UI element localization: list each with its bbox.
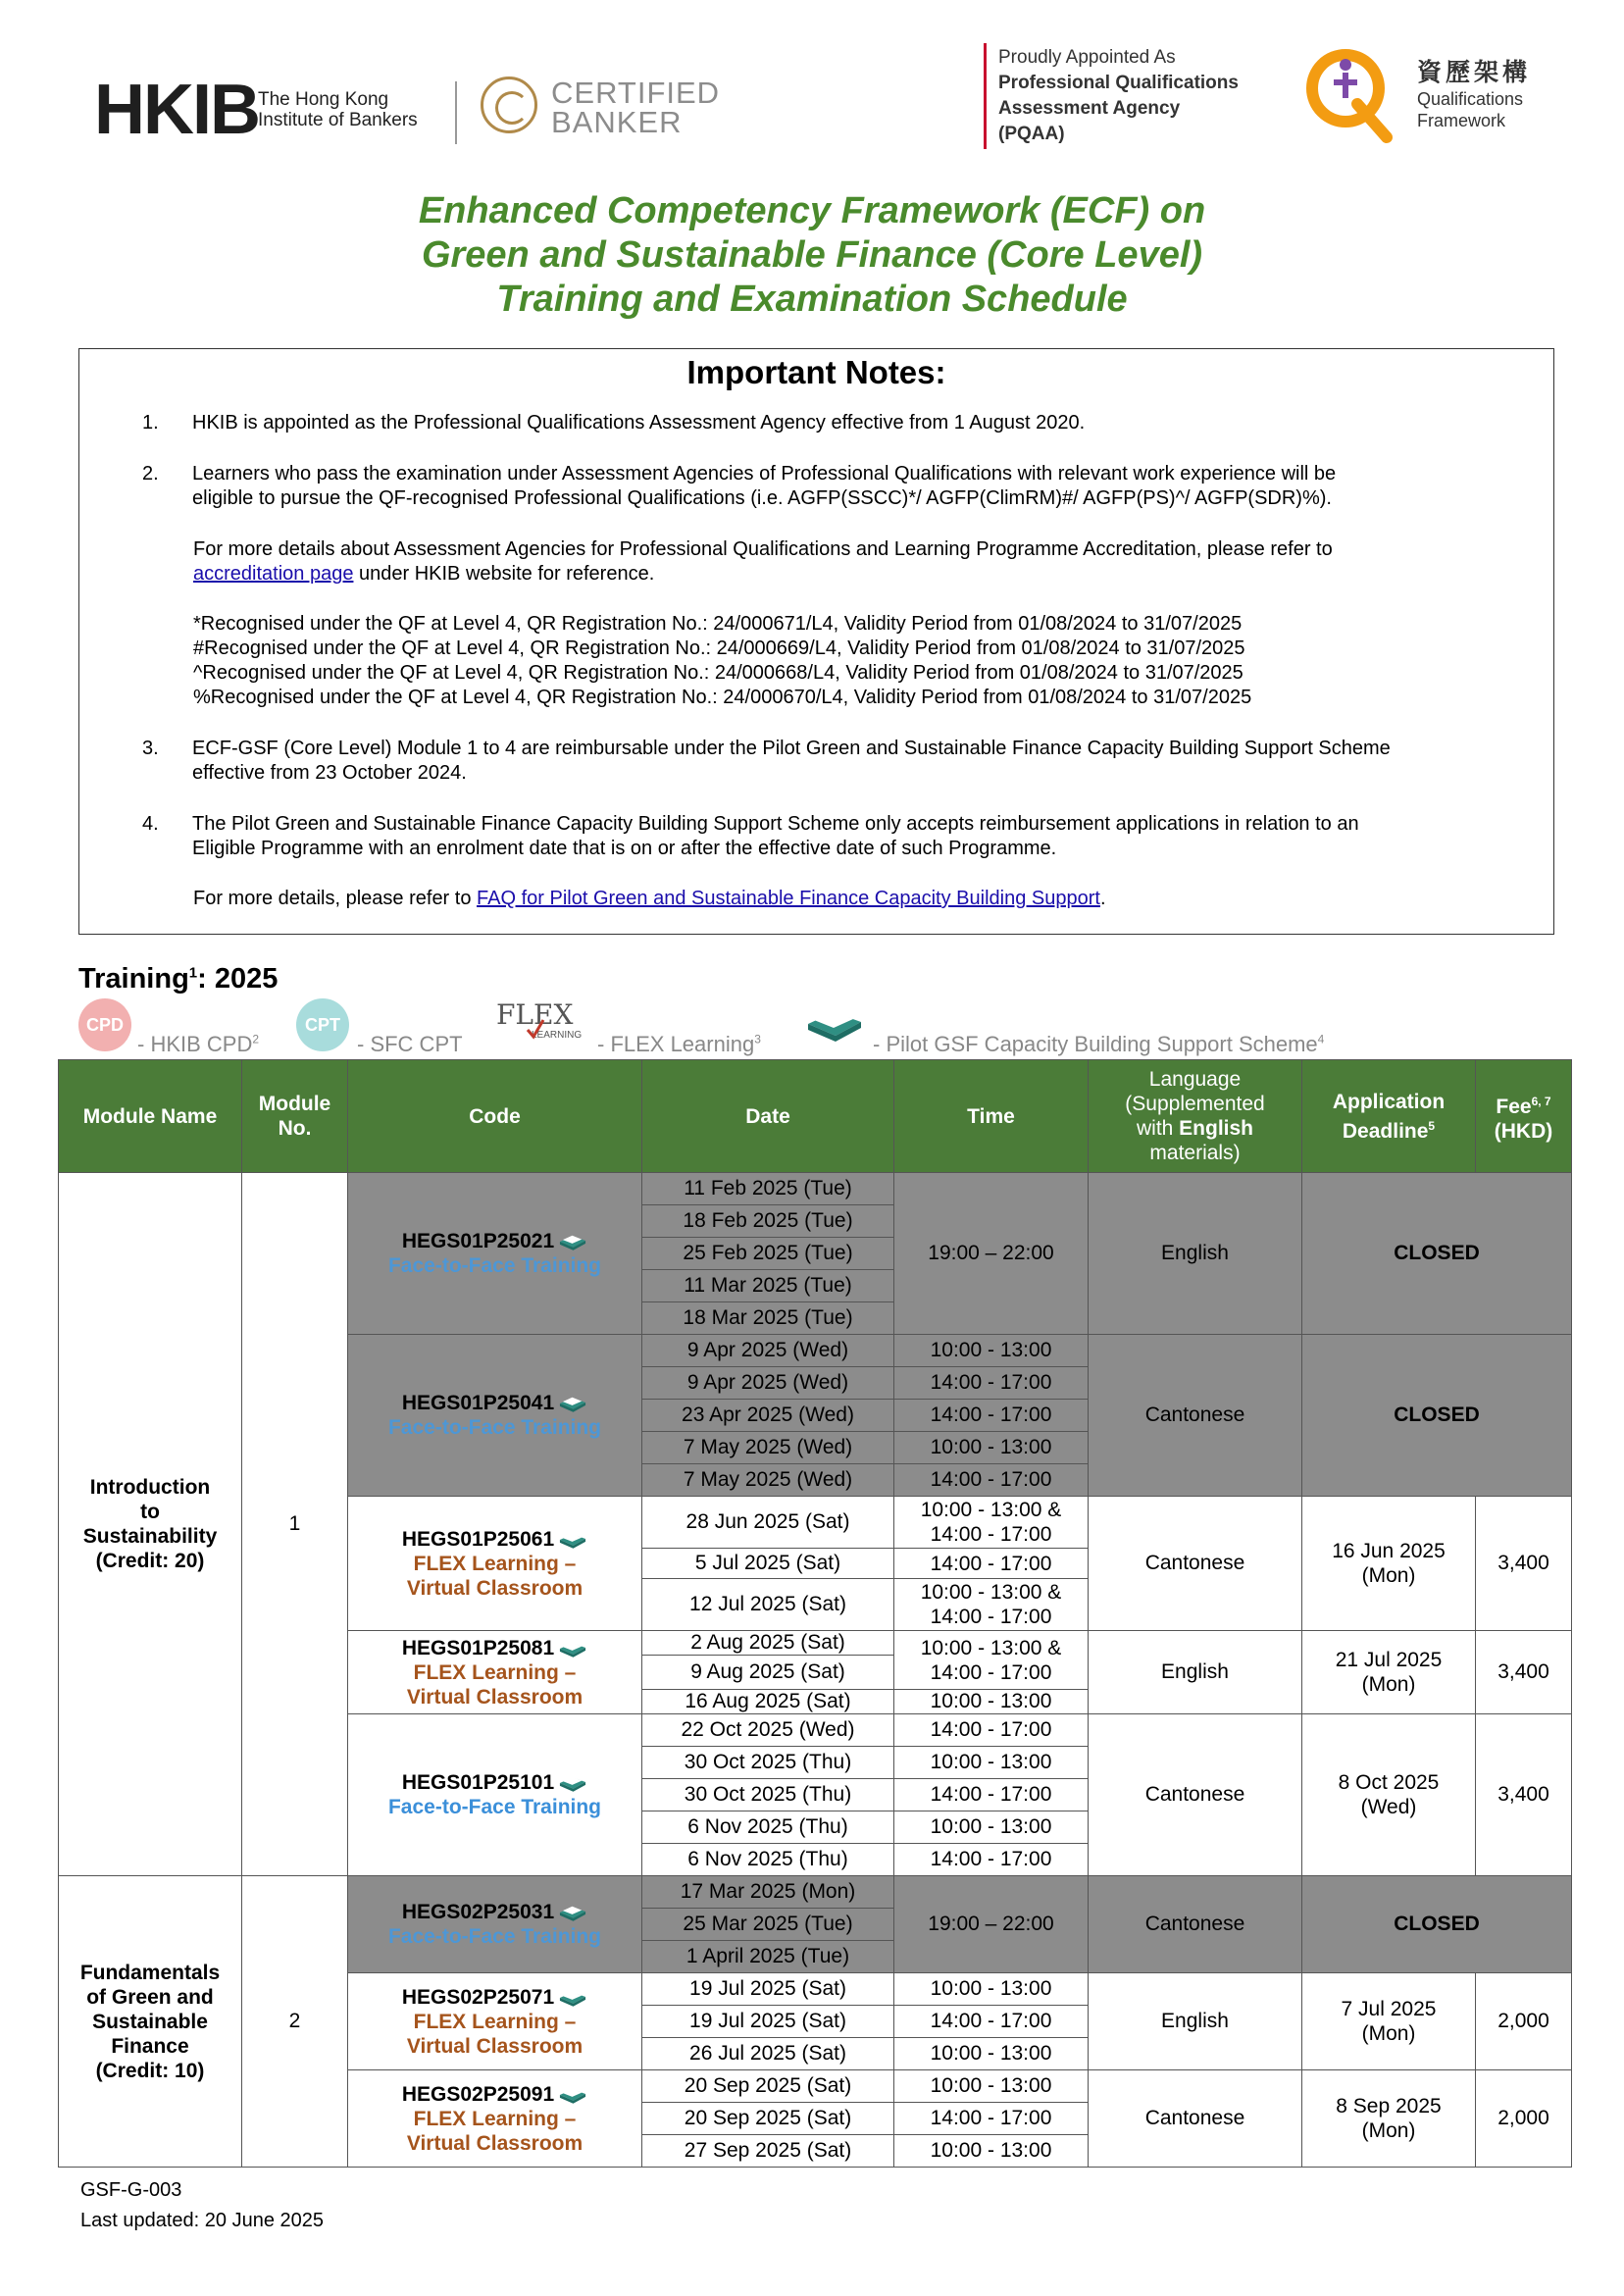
- col-date-label: Date: [745, 1104, 790, 1128]
- course-code-text: HEGS01P25101: [401, 1771, 555, 1794]
- legend-cpd-sup: 2: [252, 1032, 260, 1046]
- session-time: [894, 1549, 1089, 1579]
- course-code-cell: [348, 1173, 642, 1335]
- session-date: 20 Sep 2025 (Sat): [642, 2070, 894, 2103]
- application-deadline: [1302, 1714, 1476, 1876]
- note-4-number: 4.: [142, 813, 159, 835]
- col-fee-l1: [1476, 1090, 1571, 1119]
- session-time: 10:00 - 13:00: [894, 1811, 1089, 1844]
- module-name-line: (Credit: 10): [95, 2059, 205, 2082]
- deadline-line: 8 Oct 2025: [1338, 1771, 1440, 1794]
- col-language-l3: [1089, 1116, 1301, 1141]
- course-code-cell: [348, 1876, 642, 1973]
- delivery-mode: FLEX Learning –: [413, 2010, 577, 2033]
- training-schedule-table: [58, 1059, 1572, 2168]
- session-date: 26 Jul 2025 (Sat): [642, 2038, 894, 2070]
- title-line3: Training and Examination Schedule: [496, 279, 1128, 320]
- cpd-badge-text: CPD: [85, 1015, 124, 1035]
- hkib-name: [258, 89, 418, 130]
- session-date: 28 Jun 2025 (Sat): [642, 1497, 894, 1549]
- note-4-line2: Eligible Programme with an enrolment date that is on or after the effective date of such Programme.: [192, 838, 1057, 859]
- course-code-cell: [348, 2070, 642, 2168]
- pqaa-divider: [984, 43, 987, 149]
- course-code-text: HEGS01P25041: [401, 1392, 555, 1414]
- training-sup: 1: [188, 964, 198, 982]
- delivery-mode: Face-to-Face Training: [387, 1254, 602, 1277]
- course-code-cell: [348, 1497, 642, 1631]
- closed-status: CLOSED: [1302, 1173, 1572, 1335]
- course-fee: 2,000: [1476, 1973, 1572, 2070]
- note-4-more-head: For more details, please refer to: [193, 888, 478, 909]
- table-body: [59, 1173, 1572, 2168]
- flex-learning-logo-icon: [496, 998, 584, 1047]
- col-code: [348, 1060, 642, 1173]
- gsf-scheme-icon: [558, 1232, 587, 1251]
- session-time: 10:00 - 13:00: [894, 2070, 1089, 2103]
- session-time: 10:00 - 13:00: [894, 2038, 1089, 2070]
- page-header: [78, 37, 1549, 175]
- session-date: 27 Sep 2025 (Sat): [642, 2135, 894, 2168]
- session-language: English: [1089, 1631, 1302, 1714]
- session-date: 25 Mar 2025 (Tue): [642, 1909, 894, 1941]
- session-time: 10:00 - 13:00: [894, 1747, 1089, 1779]
- legend-flex: [597, 1032, 761, 1057]
- note-4-line1: The Pilot Green and Sustainable Finance Capacity Building Support Scheme only accepts reimbursement applications in relation to an: [192, 813, 1359, 835]
- col-language-l3a: with: [1136, 1117, 1180, 1140]
- session-time: 19:00 – 22:00: [894, 1173, 1089, 1335]
- cb-line1: CERTIFIED: [551, 76, 721, 110]
- delivery-mode: Face-to-Face Training: [387, 1925, 602, 1948]
- session-time-line: 14:00 - 17:00: [930, 1552, 1052, 1575]
- course-code-text: HEGS01P25061: [401, 1527, 555, 1551]
- col-deadline-sup: 5: [1428, 1118, 1436, 1133]
- note-3-line2: effective from 23 October 2024.: [192, 762, 467, 784]
- cpd-badge-icon: [78, 998, 131, 1051]
- deadline-line: 8 Sep 2025: [1336, 2095, 1442, 2117]
- delivery-mode: Virtual Classroom: [406, 2034, 584, 2058]
- session-date: 25 Feb 2025 (Tue): [642, 1238, 894, 1270]
- training-heading: [78, 963, 278, 995]
- col-language-l1: Language: [1148, 1068, 1242, 1091]
- course-code: [348, 1229, 641, 1253]
- session-language: English: [1089, 1973, 1302, 2070]
- table-header-row: [59, 1060, 1572, 1173]
- qf-chinese: 資歷架構: [1417, 59, 1532, 86]
- session-time: 14:00 - 17:00: [894, 1367, 1089, 1400]
- gsf-scheme-icon: [558, 2085, 587, 2105]
- session-time-line: 14:00 - 17:00: [930, 1606, 1052, 1628]
- session-time: 10:00 - 13:00: [894, 1973, 1089, 2006]
- accreditation-page-link[interactable]: accreditation page: [193, 563, 354, 585]
- legend-cpt: [357, 1032, 463, 1057]
- course-code-text: HEGS02P25071: [401, 1985, 555, 2009]
- note-2-more-line2: [193, 562, 654, 587]
- module-name-line: Introduction: [89, 1476, 211, 1499]
- session-time: [894, 1579, 1089, 1631]
- legend-flex-text: - FLEX Learning: [597, 1032, 755, 1056]
- session-date: 11 Feb 2025 (Tue): [642, 1173, 894, 1205]
- session-time-line: 10:00 - 13:00 &: [920, 1499, 1062, 1521]
- col-language-l2: (Supplemented: [1125, 1093, 1265, 1115]
- session-date: 30 Oct 2025 (Thu): [642, 1747, 894, 1779]
- module-name-line: (Credit: 20): [95, 1550, 205, 1572]
- course-fee: 3,400: [1476, 1714, 1572, 1876]
- course-code: [348, 1391, 641, 1415]
- legend-cpd: [137, 1032, 259, 1057]
- deadline-line: (Mon): [1361, 2022, 1416, 2045]
- module-name-line: to: [140, 1501, 160, 1523]
- note-2-line1: Learners who pass the examination under Assessment Agencies of Professional Qualifications with relevant work experience will be: [192, 463, 1337, 485]
- cpt-badge-text: CPT: [305, 1015, 340, 1035]
- session-date: 2 Aug 2025 (Sat): [642, 1631, 894, 1656]
- note-2-number: 2.: [142, 463, 159, 485]
- course-code: [348, 1770, 641, 1795]
- session-time: [894, 1497, 1089, 1549]
- application-deadline: [1302, 1631, 1476, 1714]
- important-notes-box: [78, 348, 1554, 935]
- module-name-cell: [59, 1876, 242, 2168]
- pqaa-statement: [998, 45, 1239, 147]
- pqaa-line4: (PQAA): [998, 124, 1065, 144]
- note-1-text: HKIB is appointed as the Professional Qualifications Assessment Agency effective from 1 August 2020.: [192, 412, 1086, 434]
- note-2-line2: eligible to pursue the QF-recognised Professional Qualifications (i.e. AGFP(SSCC)*/ AGFP(ClimRM)#/ AGFP(PS)^/ AGFP(SDR)%).: [192, 487, 1332, 509]
- session-time-line: 14:00 - 17:00: [930, 1660, 1052, 1684]
- col-deadline-l2-text: Deadline: [1342, 1119, 1429, 1143]
- pqaa-line3: Assessment Agency: [998, 98, 1181, 119]
- gsf-scheme-icon: [558, 1903, 587, 1922]
- cb-line2: BANKER: [551, 105, 683, 139]
- notes-heading: Important Notes:: [686, 354, 946, 390]
- last-updated: Last updated: 20 June 2025: [80, 2210, 324, 2231]
- col-date: [642, 1060, 894, 1173]
- session-date: 22 Oct 2025 (Wed): [642, 1714, 894, 1747]
- table-row: [59, 1876, 1572, 1909]
- col-fee: [1476, 1060, 1572, 1173]
- recognition-line-4: %Recognised under the QF at Level 4, QR Registration No.: 24/000670/L4, Validity Period from 01/08/2024 to 31/07/2025: [193, 687, 1252, 708]
- course-code-text: HEGS01P25021: [401, 1230, 555, 1252]
- session-date: 18 Mar 2025 (Tue): [642, 1302, 894, 1335]
- session-time: 10:00 - 13:00: [894, 1432, 1089, 1464]
- deadline-line: 21 Jul 2025: [1335, 1649, 1443, 1671]
- session-date: 12 Jul 2025 (Sat): [642, 1579, 894, 1631]
- col-fee-l1-text: Fee: [1496, 1095, 1532, 1118]
- header-divider: [455, 81, 457, 144]
- col-module-name: [59, 1060, 242, 1173]
- session-date: 23 Apr 2025 (Wed): [642, 1400, 894, 1432]
- session-time: [894, 1631, 1089, 1690]
- title-line1: Enhanced Competency Framework (ECF) on: [418, 190, 1206, 231]
- note-2-more-tail: under HKIB website for reference.: [353, 563, 655, 585]
- course-code: [348, 1527, 641, 1552]
- course-code-text: HEGS02P25031: [401, 1901, 555, 1923]
- session-date: 9 Apr 2025 (Wed): [642, 1335, 894, 1367]
- session-date: 17 Mar 2025 (Mon): [642, 1876, 894, 1909]
- closed-status: CLOSED: [1302, 1335, 1572, 1497]
- col-language-l4: materials): [1149, 1142, 1241, 1164]
- session-language: Cantonese: [1089, 1335, 1302, 1497]
- module-name-line: Finance: [111, 2034, 189, 2058]
- recognition-line-1: *Recognised under the QF at Level 4, QR Registration No.: 24/000671/L4, Validity Period from 01/08/2024 to 31/07/2025: [193, 613, 1243, 635]
- recognition-line-2: #Recognised under the QF at Level 4, QR Registration No.: 24/000669/L4, Validity Period from 01/08/2024 to 31/07/2025: [193, 638, 1245, 659]
- cpt-badge-icon: [296, 998, 349, 1051]
- session-date: 6 Nov 2025 (Thu): [642, 1844, 894, 1876]
- deadline-line: (Mon): [1361, 1673, 1416, 1696]
- col-module-no: [242, 1060, 348, 1173]
- gsf-faq-link[interactable]: FAQ for Pilot Green and Sustainable Finance Capacity Building Support: [477, 888, 1100, 909]
- legend-gsf: [873, 1032, 1324, 1057]
- session-date: 5 Jul 2025 (Sat): [642, 1549, 894, 1579]
- course-code-cell: [348, 1335, 642, 1497]
- page-title: [0, 189, 1624, 322]
- flex-logo-sub: LEARNING: [532, 1030, 583, 1041]
- application-deadline: [1302, 1497, 1476, 1631]
- col-fee-sup: 6, 7: [1531, 1094, 1551, 1108]
- delivery-mode: Virtual Classroom: [406, 1685, 584, 1709]
- training-label: Training: [78, 963, 189, 995]
- session-language: Cantonese: [1089, 2070, 1302, 2168]
- course-code: [348, 1900, 641, 1924]
- qf-line2: Framework: [1417, 111, 1506, 130]
- delivery-mode: Virtual Classroom: [406, 2131, 584, 2155]
- course-code-cell: [348, 1631, 642, 1714]
- qualifications-framework-logo-icon: [1296, 39, 1404, 147]
- hkib-name-line1: The Hong Kong: [258, 89, 389, 110]
- course-code-text: HEGS02P25091: [401, 2082, 555, 2106]
- session-time: 19:00 – 22:00: [894, 1876, 1089, 1973]
- note-2-more-line1: For more details about Assessment Agencies for Professional Qualifications and Learning Programme Accreditation, please refer to: [193, 538, 1333, 560]
- course-code-cell: [348, 1973, 642, 2070]
- session-time-line: 10:00 - 13:00 &: [920, 1636, 1062, 1659]
- certified-banker-emblem-icon: [481, 77, 537, 133]
- title-line2: Green and Sustainable Finance (Core Level): [421, 234, 1203, 276]
- note-4-more: [193, 887, 1106, 911]
- session-language: Cantonese: [1089, 1497, 1302, 1631]
- hkib-logo: HKIB: [94, 71, 259, 149]
- gsf-scheme-icon: [558, 1530, 587, 1550]
- session-language: English: [1089, 1173, 1302, 1335]
- session-time: 10:00 - 13:00: [894, 1690, 1089, 1714]
- module-no-cell: 1: [242, 1173, 348, 1876]
- course-code-text: HEGS01P25081: [401, 1636, 555, 1659]
- col-module-no-l1: Module: [258, 1093, 331, 1115]
- session-date: 9 Apr 2025 (Wed): [642, 1367, 894, 1400]
- course-code: [348, 2082, 641, 2107]
- flex-logo-word: FLEX: [496, 998, 574, 1031]
- certified-banker-logo: [551, 78, 720, 137]
- session-language: Cantonese: [1089, 1876, 1302, 1973]
- table-row: [59, 1173, 1572, 1205]
- delivery-mode: FLEX Learning –: [413, 1660, 577, 1684]
- delivery-mode: Virtual Classroom: [406, 1576, 584, 1600]
- delivery-mode: Face-to-Face Training: [387, 1416, 602, 1439]
- legend-gsf-sup: 4: [1317, 1032, 1325, 1046]
- session-language: Cantonese: [1089, 1714, 1302, 1876]
- col-deadline: [1302, 1060, 1476, 1173]
- col-module-no-l2: No.: [278, 1117, 312, 1140]
- col-code-label: Code: [469, 1104, 521, 1128]
- col-time: [894, 1060, 1089, 1173]
- session-time: 10:00 - 13:00: [894, 1335, 1089, 1367]
- legend-gsf-text: - Pilot GSF Capacity Building Support Scheme: [873, 1032, 1318, 1056]
- delivery-mode: Face-to-Face Training: [387, 1796, 602, 1818]
- session-time: 14:00 - 17:00: [894, 1464, 1089, 1497]
- col-deadline-l2: [1302, 1114, 1475, 1144]
- session-date: 11 Mar 2025 (Tue): [642, 1270, 894, 1302]
- session-date: 7 May 2025 (Wed): [642, 1432, 894, 1464]
- col-deadline-l1: Application: [1332, 1090, 1446, 1113]
- course-fee: 3,400: [1476, 1631, 1572, 1714]
- deadline-line: 7 Jul 2025: [1341, 1998, 1437, 2020]
- legend-flex-sup: 3: [754, 1032, 761, 1046]
- module-no-cell: 2: [242, 1876, 348, 2168]
- session-time-line: 10:00 - 13:00 &: [920, 1581, 1062, 1604]
- course-code: [348, 1985, 641, 2010]
- course-fee: 2,000: [1476, 2070, 1572, 2168]
- session-time: 14:00 - 17:00: [894, 1844, 1089, 1876]
- delivery-mode: FLEX Learning –: [413, 1552, 577, 1575]
- col-time-label: Time: [967, 1104, 1015, 1128]
- gsf-scheme-icon: [558, 1773, 587, 1793]
- pqaa-line2: Professional Qualifications: [998, 73, 1239, 93]
- session-time: 14:00 - 17:00: [894, 1779, 1089, 1811]
- qf-line1: Qualifications: [1417, 89, 1524, 109]
- deadline-line: (Wed): [1360, 1796, 1417, 1818]
- session-date: 1 April 2025 (Tue): [642, 1941, 894, 1973]
- col-module-name-label: Module Name: [82, 1104, 218, 1128]
- gsf-book-stack-icon: [804, 1004, 865, 1044]
- session-date: 30 Oct 2025 (Thu): [642, 1779, 894, 1811]
- session-date: 16 Aug 2025 (Sat): [642, 1690, 894, 1714]
- qualifications-framework-text: [1417, 57, 1531, 131]
- session-time: 10:00 - 13:00: [894, 2135, 1089, 2168]
- session-date: 20 Sep 2025 (Sat): [642, 2103, 894, 2135]
- deadline-line: (Mon): [1361, 1564, 1416, 1587]
- closed-status: CLOSED: [1302, 1876, 1572, 1973]
- session-date: 19 Jul 2025 (Sat): [642, 1973, 894, 2006]
- col-fee-l2: (HKD): [1494, 1119, 1553, 1143]
- note-4-more-tail: .: [1099, 888, 1106, 909]
- legend-cpt-text: - SFC CPT: [357, 1032, 463, 1056]
- course-code-cell: [348, 1714, 642, 1876]
- module-name-line: of Green and: [86, 1985, 214, 2009]
- session-date: 19 Jul 2025 (Sat): [642, 2006, 894, 2038]
- deadline-line: 16 Jun 2025: [1332, 1540, 1446, 1562]
- deadline-line: (Mon): [1361, 2119, 1416, 2142]
- module-name-line: Sustainable: [92, 2010, 208, 2033]
- session-time: 14:00 - 17:00: [894, 1714, 1089, 1747]
- delivery-mode: FLEX Learning –: [413, 2107, 577, 2130]
- application-deadline: [1302, 1973, 1476, 2070]
- note-3-line1: ECF-GSF (Core Level) Module 1 to 4 are reimbursable under the Pilot Green and Sustainable Finance Capacity Building Support Scheme: [192, 738, 1391, 759]
- module-name-cell: [59, 1173, 242, 1876]
- document-code: GSF-G-003: [80, 2179, 182, 2201]
- session-date: 18 Feb 2025 (Tue): [642, 1205, 894, 1238]
- gsf-scheme-icon: [558, 1394, 587, 1413]
- training-year: : 2025: [197, 963, 279, 995]
- note-3-number: 3.: [142, 738, 159, 759]
- hkib-name-line2: Institute of Bankers: [258, 110, 418, 130]
- gsf-scheme-icon: [558, 1639, 587, 1658]
- session-time: 14:00 - 17:00: [894, 2006, 1089, 2038]
- session-date: 6 Nov 2025 (Thu): [642, 1811, 894, 1844]
- recognition-line-3: ^Recognised under the QF at Level 4, QR Registration No.: 24/000668/L4, Validity Period from 01/08/2024 to 31/07/2025: [193, 662, 1243, 684]
- session-time-line: 14:00 - 17:00: [930, 1523, 1052, 1546]
- col-language: [1089, 1060, 1302, 1173]
- session-time: 14:00 - 17:00: [894, 2103, 1089, 2135]
- col-language-l3b: English: [1179, 1117, 1254, 1140]
- note-1-number: 1.: [142, 412, 159, 434]
- module-name-line: Sustainability: [82, 1525, 218, 1548]
- module-name-line: Fundamentals: [79, 1961, 221, 1984]
- flex-check-icon: [526, 1018, 545, 1040]
- legend-cpd-text: - HKIB CPD: [137, 1032, 253, 1056]
- session-time: 14:00 - 17:00: [894, 1400, 1089, 1432]
- gsf-scheme-icon: [558, 1988, 587, 2008]
- course-fee: 3,400: [1476, 1497, 1572, 1631]
- pqaa-line1: Proudly Appointed As: [998, 47, 1176, 68]
- application-deadline: [1302, 2070, 1476, 2168]
- session-date: 9 Aug 2025 (Sat): [642, 1656, 894, 1690]
- legend: [78, 998, 1549, 1057]
- session-date: 7 May 2025 (Wed): [642, 1464, 894, 1497]
- course-code: [348, 1636, 641, 1660]
